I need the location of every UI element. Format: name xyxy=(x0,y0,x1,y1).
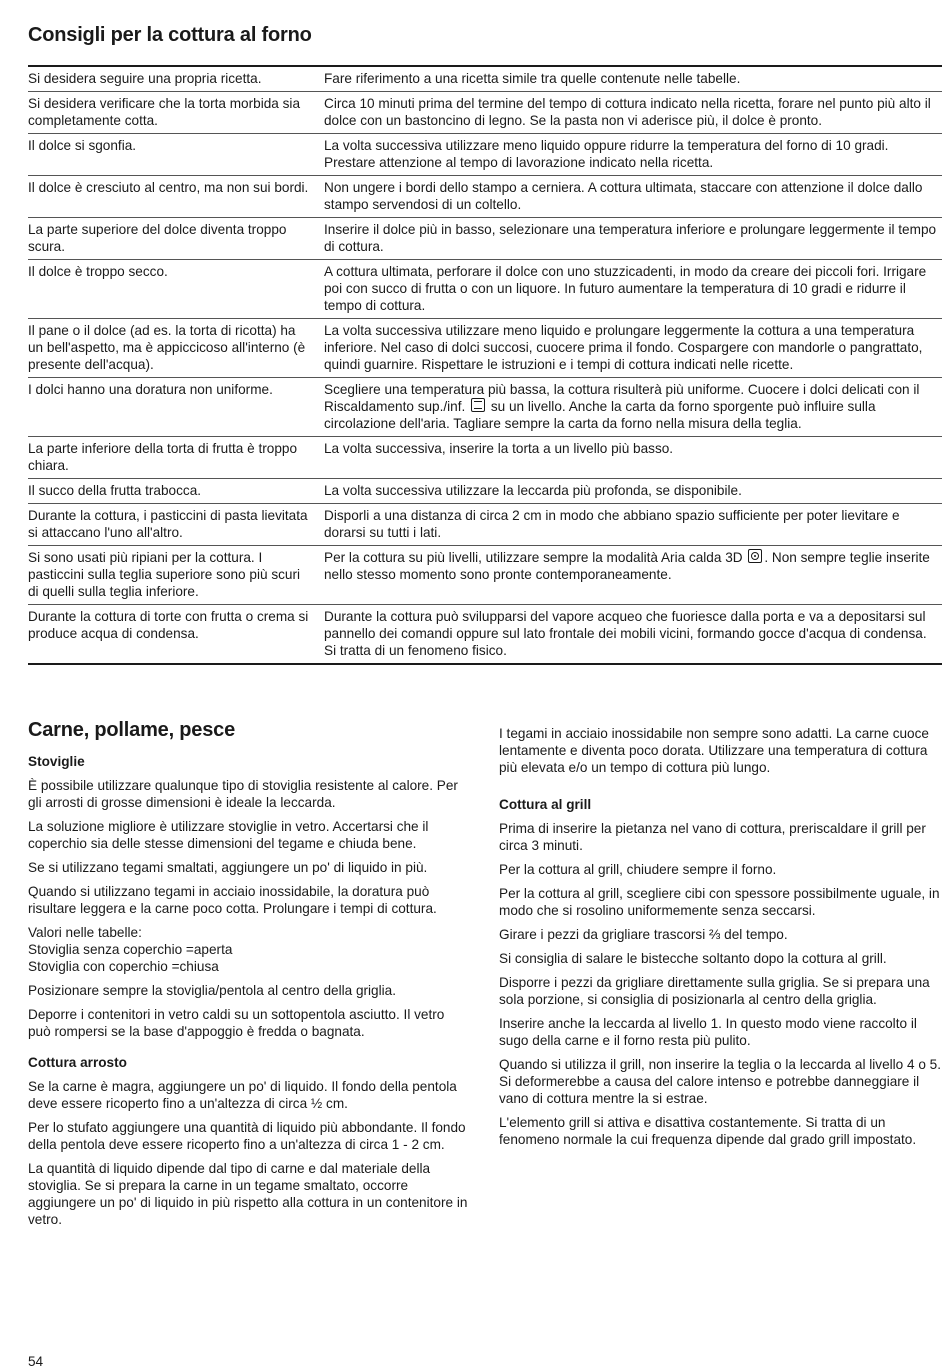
paragraph: I tegami in acciaio inossidabile non sempre sono adatti. La carne cuoce lentamente e diventa poco dorata. Utilizzare una temperatura di cottura più elevata e/o un tempo di cottura più lungo. xyxy=(499,726,929,775)
table-row xyxy=(28,218,942,260)
table-row xyxy=(28,176,942,218)
problem-cell: Si desidera verificare che la torta morbida sia completamente cotta. xyxy=(28,92,318,134)
table-row xyxy=(28,260,942,319)
remedy-cell: A cottura ultimata, perforare il dolce con uno stuzzicadenti, in modo da creare dei piccoli fori. Irrigare poi con succo di frutta o con un liquore. In futuro aumentare la temperatura di 10 gradi e ridurre il tempo di cottura. xyxy=(318,260,942,319)
table-row xyxy=(28,92,942,134)
paragraph: Inserire anche la leccarda al livello 1. In questo modo viene raccolto il sugo della carne e il forno resta più pulito. xyxy=(499,1016,917,1048)
problem-cell: Il succo della frutta trabocca. xyxy=(28,479,318,504)
remedy-cell: La volta successiva utilizzare meno liquido e prolungare leggermente la cottura a una temperatura inferiore. Nel caso di dolci succosi, cuocere prima il fondo. Cospargere con mandorle o pangrattato, quindi guarnire. Rispettare le istruzioni e i tempi di cottura indicati nelle ricette. xyxy=(318,319,942,378)
problem-cell: Durante la cottura di torte con frutta o crema si produce acqua di condensa. xyxy=(28,605,318,665)
problem-cell: Si desidera seguire una propria ricetta. xyxy=(28,71,262,86)
remedy-cell: La volta successiva utilizzare meno liquido oppure ridurre la temperatura del forno di 10 gradi. Prestare attenzione al tempo di lavorazione indicato nella ricetta. xyxy=(318,134,942,176)
remedy-text-part: Per la cottura su più livelli, utilizzare sempre la modalità Aria calda 3D xyxy=(324,550,743,565)
problem-cell: Il dolce è troppo secco. xyxy=(28,260,318,319)
top-bottom-heating-icon xyxy=(471,398,485,412)
table-row xyxy=(28,504,942,546)
hot-air-3d-icon xyxy=(748,549,762,563)
table-row xyxy=(28,605,942,665)
note-line: Stoviglia senza coperchio =aperta xyxy=(28,942,233,957)
paragraph: Posizionare sempre la stoviglia/pentola al centro della griglia. xyxy=(28,983,396,998)
problem-cell: Il dolce è cresciuto al centro, ma non sui bordi. xyxy=(28,176,318,218)
remedy-cell xyxy=(318,546,942,605)
problem-cell: La parte superiore del dolce diventa troppo scura. xyxy=(28,218,318,260)
baking-tips-table xyxy=(28,65,942,665)
problem-cell: Il pane o il dolce (ad es. la torta di ricotta) ha un bell'aspetto, ma è appiccicoso all'interno (è presente dell'acqua). xyxy=(28,319,318,378)
remedy-cell: La volta successiva, inserire la torta a un livello più basso. xyxy=(318,437,942,479)
table-row xyxy=(28,479,942,504)
remedy-cell: La volta successiva utilizzare la leccarda più profonda, se disponibile. xyxy=(318,479,942,504)
paragraph: Per la cottura al grill, scegliere cibi con spessore possibilmente uguale, in modo che si rosolino uniformemente senza seccarsi. xyxy=(499,886,940,918)
paragraph: L'elemento grill si attiva e disattiva costantemente. Si tratta di un fenomeno normale la cui frequenza dipende dal grado grill impostato. xyxy=(499,1115,917,1147)
subsection-heading-stoviglie: Stoviglie xyxy=(28,754,85,769)
remedy-cell xyxy=(318,378,942,437)
remedy-cell: Circa 10 minuti prima del termine del tempo di cottura indicato nella ricetta, forare nel punto più alto il dolce con un bastoncino di legno. Se la pasta non vi aderisce più, il dolce è pronto. xyxy=(318,92,942,134)
remedy-cell: Fare riferimento a una ricetta simile tra quelle contenute nelle tabelle. xyxy=(324,71,741,86)
remedy-cell: Inserire il dolce più in basso, selezionare una temperatura inferiore e prolungare leggermente il tempo di cottura. xyxy=(318,218,942,260)
paragraph: Se si utilizzano tegami smaltati, aggiungere un po' di liquido in più. xyxy=(28,860,428,875)
problem-cell: I dolci hanno una doratura non uniforme. xyxy=(28,378,318,437)
table-row xyxy=(28,319,942,378)
paragraph: Deporre i contenitori in vetro caldi su un sottopentola asciutto. Il vetro può rompersi se la base d'appoggio è fredda o bagnata. xyxy=(28,1007,445,1039)
problem-cell: La parte inferiore della torta di frutta è troppo chiara. xyxy=(28,437,318,479)
remedy-cell: Non ungere i bordi dello stampo a cerniera. A cottura ultimata, staccare con attenzione il dolce dallo stampo servendosi di un coltello. xyxy=(318,176,942,218)
paragraph: Disporre i pezzi da grigliare direttamente sulla griglia. Se si prepara una sola porzione, si consiglia di posizionarla al centro della griglia. xyxy=(499,975,930,1007)
note-line: Valori nelle tabelle: xyxy=(28,925,142,940)
subsection-heading-arrosto: Cottura arrosto xyxy=(28,1055,127,1070)
note-line: Stoviglia con coperchio =chiusa xyxy=(28,959,219,974)
page-number: 54 xyxy=(28,1354,44,1369)
table-row xyxy=(28,66,942,92)
table-row xyxy=(28,378,942,437)
right-column xyxy=(499,725,943,1155)
problem-cell: Il dolce si sgonfia. xyxy=(28,134,318,176)
remedy-text-part: . Non sempre teglie inserite nello stesso momento sono pronte contemporaneamente. xyxy=(324,550,930,582)
table-values-note xyxy=(28,924,470,975)
paragraph: Girare i pezzi da grigliare trascorsi ⅔ del tempo. xyxy=(499,927,788,942)
paragraph: La soluzione migliore è utilizzare stoviglie in vetro. Accertarsi che il coperchio sia delle stesse dimensioni del tegame e chiuda bene. xyxy=(28,819,429,851)
paragraph: Si consiglia di salare le bistecche soltanto dopo la cottura al grill. xyxy=(499,951,887,966)
table-row xyxy=(28,437,942,479)
table-row xyxy=(28,134,942,176)
section-title: Carne, pollame, pesce xyxy=(28,719,236,741)
problem-cell: Si sono usati più ripiani per la cottura. I pasticcini sulla teglia superiore sono più scuri di quelli sulla teglia inferiore. xyxy=(28,546,318,605)
paragraph: Se la carne è magra, aggiungere un po' di liquido. Il fondo della pentola deve essere ricoperto fino a un'altezza di circa ½ cm. xyxy=(28,1079,457,1111)
paragraph: Quando si utilizza il grill, non inserire la teglia o la leccarda al livello 4 o 5. Si deformerebbe a causa del calore intenso e potrebbe danneggiare il vano di cottura mentre la si estrae. xyxy=(499,1057,942,1106)
remedy-text-part: Scegliere una temperatura più bassa, la cottura risulterà più uniforme. Cuocere i dolci delicati con il Riscaldamento sup./inf. xyxy=(324,382,920,414)
paragraph: Per lo stufato aggiungere una quantità di liquido più abbondante. Il fondo della pentola deve essere ricoperto fino a un'altezza di circa 1 - 2 cm. xyxy=(28,1120,466,1152)
subsection-heading-grill: Cottura al grill xyxy=(499,797,592,812)
remedy-cell: Durante la cottura può svilupparsi del vapore acqueo che fuoriesce dalla porta e va a depositarsi sul pannello dei comandi oppure sul lato frontale dei mobili vicini, formando gocce d'acqua di condensa. Si tratta di un fenomeno fisico. xyxy=(318,605,942,665)
remedy-cell: Disporli a una distanza di circa 2 cm in modo che abbiano spazio sufficiente per poter lievitare e dorarsi su tutti i lati. xyxy=(318,504,942,546)
remedy-text-part: su un livello. Anche la carta da forno sporgente può influire sulla circolazione dell'aria. Tagliare sempre la carta da forno nella misura della teglia. xyxy=(324,399,876,431)
page-title: Consigli per la cottura al forno xyxy=(28,24,312,46)
table-row xyxy=(28,546,942,605)
paragraph: È possibile utilizzare qualunque tipo di stoviglia resistente al calore. Per gli arrosti di grosse dimensioni è ideale la leccarda. xyxy=(28,778,458,810)
problem-cell: Durante la cottura, i pasticcini di pasta lievitata si attaccano l'uno all'altro. xyxy=(28,504,318,546)
paragraph: Prima di inserire la pietanza nel vano di cottura, preriscaldare il grill per circa 3 minuti. xyxy=(499,821,926,853)
paragraph: La quantità di liquido dipende dal tipo di carne e dal materiale della stoviglia. Se si prepara la carne in un tegame smaltato, occorre aggiungere un po' di liquido in più rispetto alla cottura in un contenitore in vetro. xyxy=(28,1161,468,1227)
paragraph: Quando si utilizzano tegami in acciaio inossidabile, la doratura può risultare leggera e la carne poco cotta. Prolungare i tempi di cottura. xyxy=(28,884,437,916)
paragraph: Per la cottura al grill, chiudere sempre il forno. xyxy=(499,862,777,877)
left-column xyxy=(28,719,470,1235)
